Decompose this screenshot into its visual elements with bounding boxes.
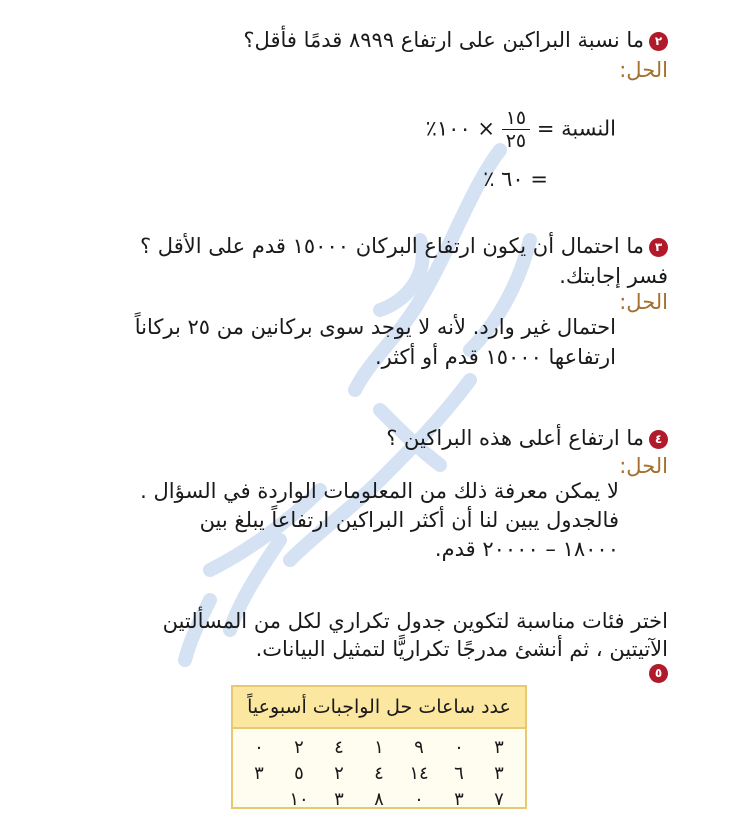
question-number-badge: ٤	[649, 430, 668, 449]
question-2	[243, 28, 668, 52]
ratio-result: = ٦٠ ٪	[483, 167, 548, 191]
instruction-line: اختر فئات مناسبة لتكوين جدول تكراري لكل من المسألتين	[162, 609, 668, 633]
table-cell: ٧	[494, 789, 504, 810]
table-cell: ٨	[374, 789, 384, 810]
table-body	[233, 729, 525, 813]
ratio-label: النسبة =	[536, 116, 616, 141]
table-cell: ٢	[294, 737, 304, 758]
ratio-equation	[426, 107, 616, 152]
watermark-signature	[170, 130, 600, 670]
answer-line: لا يمكن معرفة ذلك من المعلومات الواردة في السؤال .	[140, 479, 619, 503]
solution-label: الحل:	[619, 454, 668, 478]
question-number-badge: ٢	[649, 32, 668, 51]
question-4	[386, 426, 668, 450]
instruction-line: الآتيتين ، ثم أنشئ مدرجًا تكراريًّا لتمثيل البيانات.	[255, 637, 668, 661]
question-3	[140, 234, 668, 258]
question-5	[649, 664, 668, 683]
fraction-numerator: ١٥	[502, 107, 530, 130]
table-cell: ٥	[294, 763, 304, 784]
table-cell: ٤	[374, 763, 384, 784]
table-cell: ٠	[254, 737, 264, 758]
question-text: ما ارتفاع أعلى هذه البراكين ؟	[386, 426, 644, 450]
table-cell: ٣	[494, 737, 504, 758]
table-cell: ٠	[414, 789, 424, 810]
table-cell: ٢	[334, 763, 344, 784]
answer-line: ارتفاعها ١٥٠٠٠ قدم أو أكثر.	[374, 345, 616, 369]
fraction-denominator: ٢٥	[505, 130, 527, 152]
table-cell: ١٠	[289, 789, 309, 810]
table-cell	[239, 787, 279, 813]
question-text-line2: فسر إجابتك.	[559, 264, 668, 288]
table-cell: ٣	[454, 789, 464, 810]
solution-label: الحل:	[619, 58, 668, 82]
question-number-badge: ٣	[649, 238, 668, 257]
answer-line: احتمال غير وارد. لأنه لا يوجد سوى بركانين من ٢٥ بركاناً	[134, 315, 616, 339]
hours-table	[231, 685, 527, 809]
solution-label: الحل:	[619, 290, 668, 314]
table-cell: ٦	[454, 763, 464, 784]
table-cell: ٣	[254, 763, 264, 784]
table-cell: ٩	[414, 737, 424, 758]
table-cell: ٠	[454, 737, 464, 758]
question-number-badge: ٥	[649, 664, 668, 683]
table-cell: ١٤	[409, 763, 429, 784]
answer-line: ١٨٠٠٠ – ٢٠٠٠٠ قدم.	[434, 537, 619, 561]
fraction	[502, 107, 530, 152]
table-cell: ١	[374, 737, 384, 758]
table-cell: ٣	[334, 789, 344, 810]
table-cell: ٣	[494, 763, 504, 784]
ratio-tail: × ١٠٠٪	[425, 116, 496, 141]
table-title: عدد ساعات حل الواجبات أسبوعياً	[233, 687, 525, 729]
answer-line: فالجدول يبين لنا أن أكثر البراكين ارتفاعاً يبلغ بين	[199, 508, 619, 532]
question-text: ما احتمال أن يكون ارتفاع البركان ١٥٠٠٠ قدم على الأقل ؟	[139, 234, 644, 258]
question-text: ما نسبة البراكين على ارتفاع ٨٩٩٩ قدمًا فأقل؟	[243, 28, 644, 52]
table-cell: ٤	[334, 737, 344, 758]
